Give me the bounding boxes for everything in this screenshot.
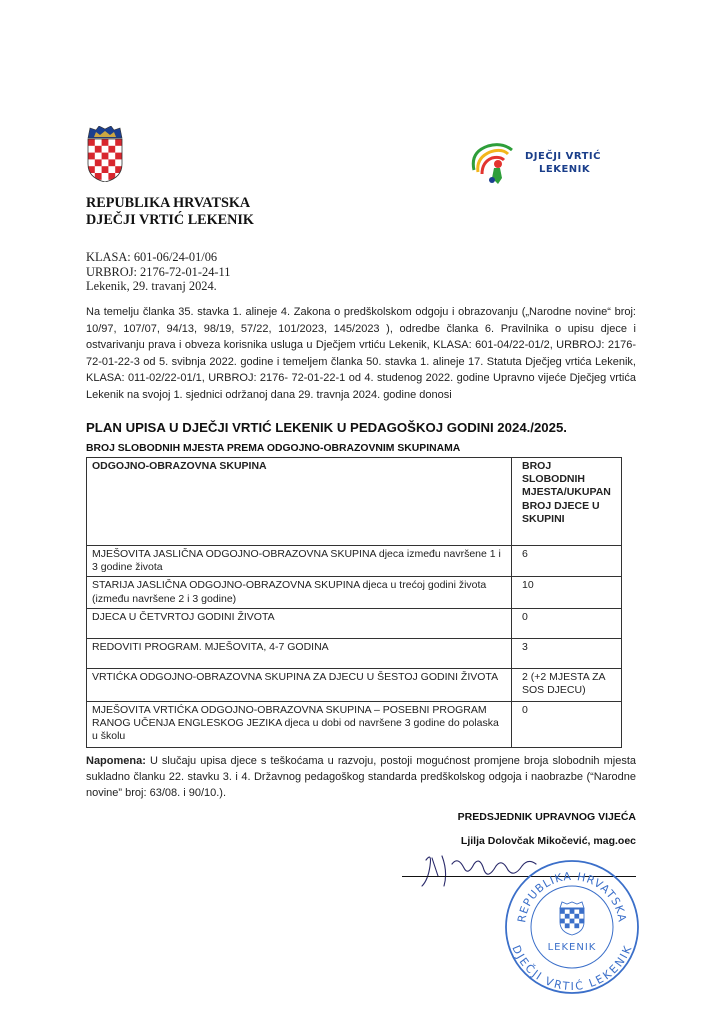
seal-coat-icon — [560, 902, 584, 935]
count-cell: 2 (+2 MJESTA ZA SOS DJECU) — [512, 668, 622, 701]
document-header — [86, 195, 254, 229]
count-cell: 0 — [512, 608, 622, 638]
coat-crown — [88, 126, 122, 138]
table-header-row — [87, 458, 622, 546]
urbroj-line: URBROJ: 2176-72-01-24-11 — [86, 264, 231, 279]
header-count: BROJ SLOBODNIH MJESTA/UKUPAN BROJ DJECE U SKUPINI — [512, 458, 622, 546]
plan-title: PLAN UPISA U DJEČJI VRTIĆ LEKENIK U PEDAGOŠKOJ GODINI 2024./2025. — [86, 420, 567, 435]
seal-bottom-text: DJEČJI VRTIĆ LEKENIK — [509, 943, 635, 994]
seal-middle-text: LEKENIK — [547, 942, 597, 953]
signature-name: Ljilja Dolovčak Mikočević, mag.oec — [460, 835, 636, 847]
table-row — [87, 668, 622, 701]
count-cell: 0 — [512, 701, 622, 747]
coat-shield — [88, 139, 122, 182]
header-group: ODGOJNO-OBRAZOVNA SKUPINA — [87, 458, 512, 546]
signature-block — [390, 811, 636, 847]
kindergarten-logo — [468, 140, 633, 186]
header-institution: DJEČJI VRTIĆ LEKENIK — [86, 212, 254, 228]
signature-title: PREDSJEDNIK UPRAVNOG VIJEĆA — [457, 811, 636, 823]
group-cell: DJECA U ČETVRTOJ GODINI ŽIVOTA — [87, 608, 512, 638]
header-country: REPUBLIKA HRVATSKA — [86, 195, 251, 211]
official-seal-stamp — [503, 858, 641, 996]
note-label: Napomena: — [86, 755, 146, 767]
table-caption: BROJ SLOBODNIH MJESTA PREMA ODGOJNO-OBRAZOVNIM SKUPINAMA — [86, 443, 461, 454]
table-row — [87, 638, 622, 668]
document-meta — [86, 250, 230, 294]
table-row — [87, 546, 622, 577]
group-cell: VRTIĆKA ODGOJNO-OBRAZOVNA SKUPINA ZA DJECU U ŠESTOJ GODINI ŽIVOTA — [87, 668, 512, 701]
count-cell: 6 — [512, 546, 622, 577]
note-paragraph — [86, 753, 636, 802]
groups-table — [86, 457, 622, 748]
group-cell: MJEŠOVITA VRTIĆKA ODGOJNO-OBRAZOVNA SKUPINA – POSEBNI PROGRAM RANOG UČENJA ENGLESKOG JEZIKA djeca u dobi od navršene 3 godine do polaska u školu — [87, 701, 512, 747]
group-cell: STARIJA JASLIČNA ODGOJNO-OBRAZOVNA SKUPINA djeca u trećoj godini života (između navršene 2 i 3 godine) — [87, 577, 512, 608]
count-cell: 10 — [512, 577, 622, 608]
count-cell: 3 — [512, 638, 622, 668]
table-row — [87, 608, 622, 638]
date-line: Lekenik, 29. travanj 2024. — [86, 279, 217, 293]
logo-name-line2: LEKENIK — [539, 164, 591, 175]
seal-top-text: REPUBLIKA HRVATSKA — [515, 869, 629, 924]
note-text: U slučaju upisa djece s teškoćama u razvoju, postoji mogućnost promjene broja slobodnih mjesta sukladno članku 22. stavku 3. i 4. Državnog pedagoškog standarda predškolskog odgoja i naobrazbe (“Narodne novine” broj: 63/08. i 90/10.). — [86, 755, 636, 800]
child-figure-icon — [468, 140, 524, 186]
group-cell: REDOVITI PROGRAM. MJEŠOVITA, 4-7 GODINA — [87, 638, 512, 668]
intro-paragraph: Na temelju članka 35. stavka 1. alineje 4. Zakona o predškolskom odgoju i obrazovanju („Narodne novine“ broj: 10/97, 107/07, 94/13, 98/19, 57/22, 101/2023, 145/2023 ), odredbe članka 6. Pravilnika o upisu djece i ostvarivanju prava i obveza korisnika usluga u Dječjem vrtiću Lekenik, KLASA: 601-04/22-01/2, URBROJ: 2176-72-01-22-3 od 5. svibnja 2022. godine i temeljem članka 50. stavka 1. alineje 17. Statuta Dječjeg vrtića Lekenik, KLASA: 011-02/22-01/1, URBROJ: 2176- 72-01-22-1 od 4. studenog 2022. godine Upravno vijeće Dječjeg vrtića Lekenik na svojoj 1. sjednici održanoj dana 29. travnja 2024. godine donosi — [86, 306, 636, 401]
klasa-line: KLASA: 601-06/24-01/06 — [86, 250, 218, 264]
table-row — [87, 577, 622, 608]
table-row — [87, 701, 622, 747]
logo-name-line1: DJEČJI VRTIĆ — [525, 151, 601, 162]
group-cell: MJEŠOVITA JASLIČNA ODGOJNO-OBRAZOVNA SKUPINA djeca između navršene 1 i 3 godine života — [87, 546, 512, 577]
coat-of-arms-icon — [86, 126, 124, 182]
